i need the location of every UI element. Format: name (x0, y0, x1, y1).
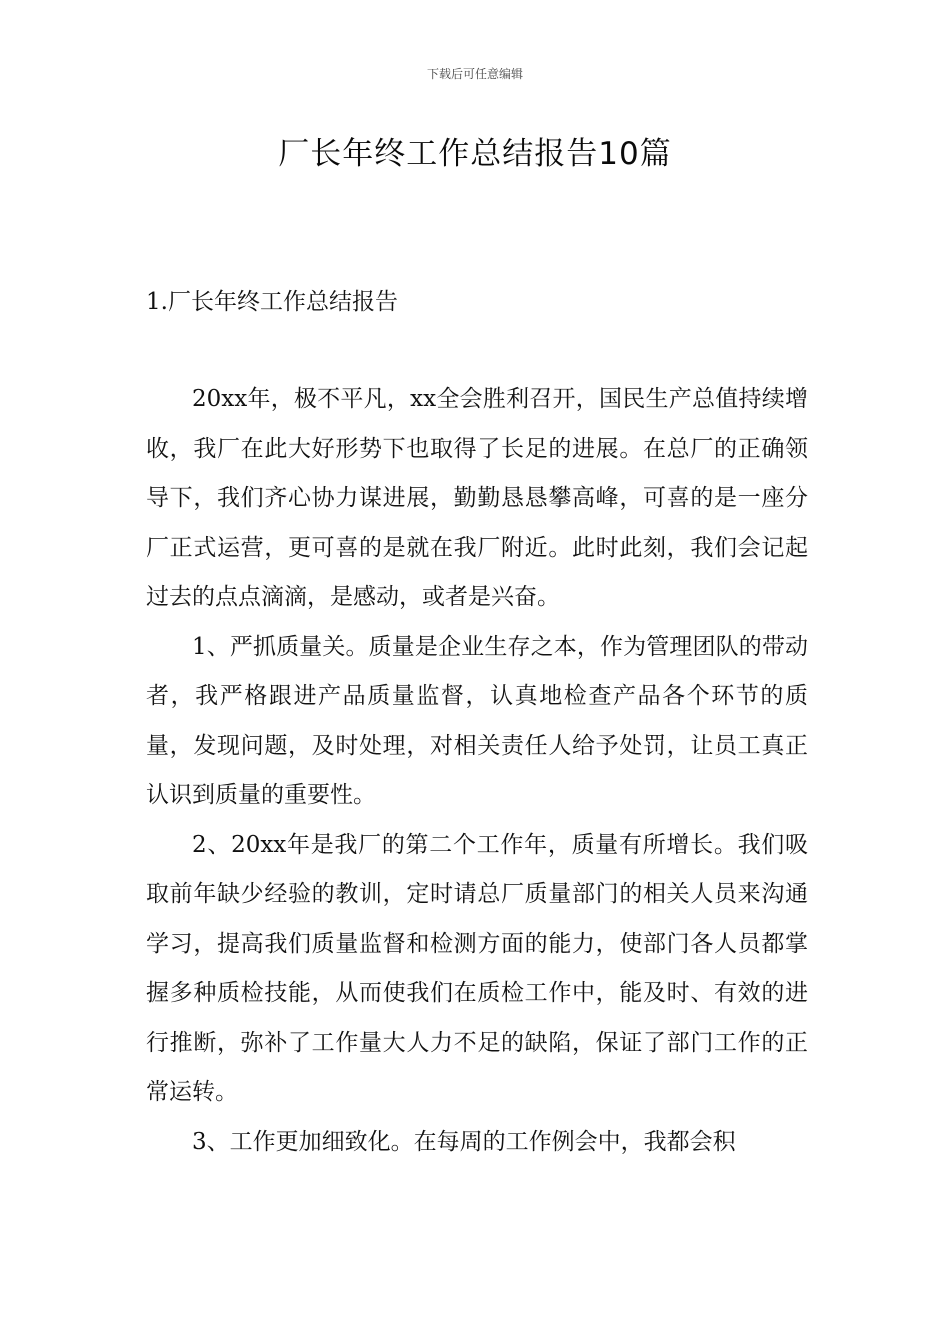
paragraph-second-year: 2、20xx年是我厂的第二个工作年，质量有所增长。我们吸取前年缺少经验的教训，定时请总厂质量部门的相关人员来沟通学习，提高我们质量监督和检测方面的能力，使部门各人员都掌握多种质检技能，从而使我们在质检工作中，能及时、有效的进行推断，弥补了工作量大人力不足的缺陷，保证了部门工作的正常运转。 (146, 831, 808, 1105)
paragraph-quality-control: 1、严抓质量关。质量是企业生存之本，作为管理团队的带动者，我严格跟进产品质量监督，认真地检查产品各个环节的质量，发现问题，及时处理，对相关责任人给予处罚，让员工真正认识到质量的重要性。 (146, 633, 808, 808)
document-title: 厂长年终工作总结报告10篇 (278, 136, 672, 172)
document-body (146, 375, 808, 1167)
paragraph-intro: 20xx年，极不平凡，xx全会胜利召开，国民生产总值持续增收，我厂在此大好形势下也取得了长足的进展。在总厂的正确领导下，我们齐心协力谋进展，勤勤恳恳攀高峰，可喜的是一座分厂正式运营，更可喜的是就在我厂附近。此时此刻，我们会记起过去的点点滴滴，是感动，或者是兴奋。 (146, 386, 808, 610)
paragraph-detailed-work: 3、工作更加细致化。在每周的工作例会中，我都会积 (192, 1128, 736, 1155)
header-note: 下载后可任意编辑 (426, 67, 523, 81)
section-heading: 1.厂长年终工作总结报告 (146, 289, 398, 315)
